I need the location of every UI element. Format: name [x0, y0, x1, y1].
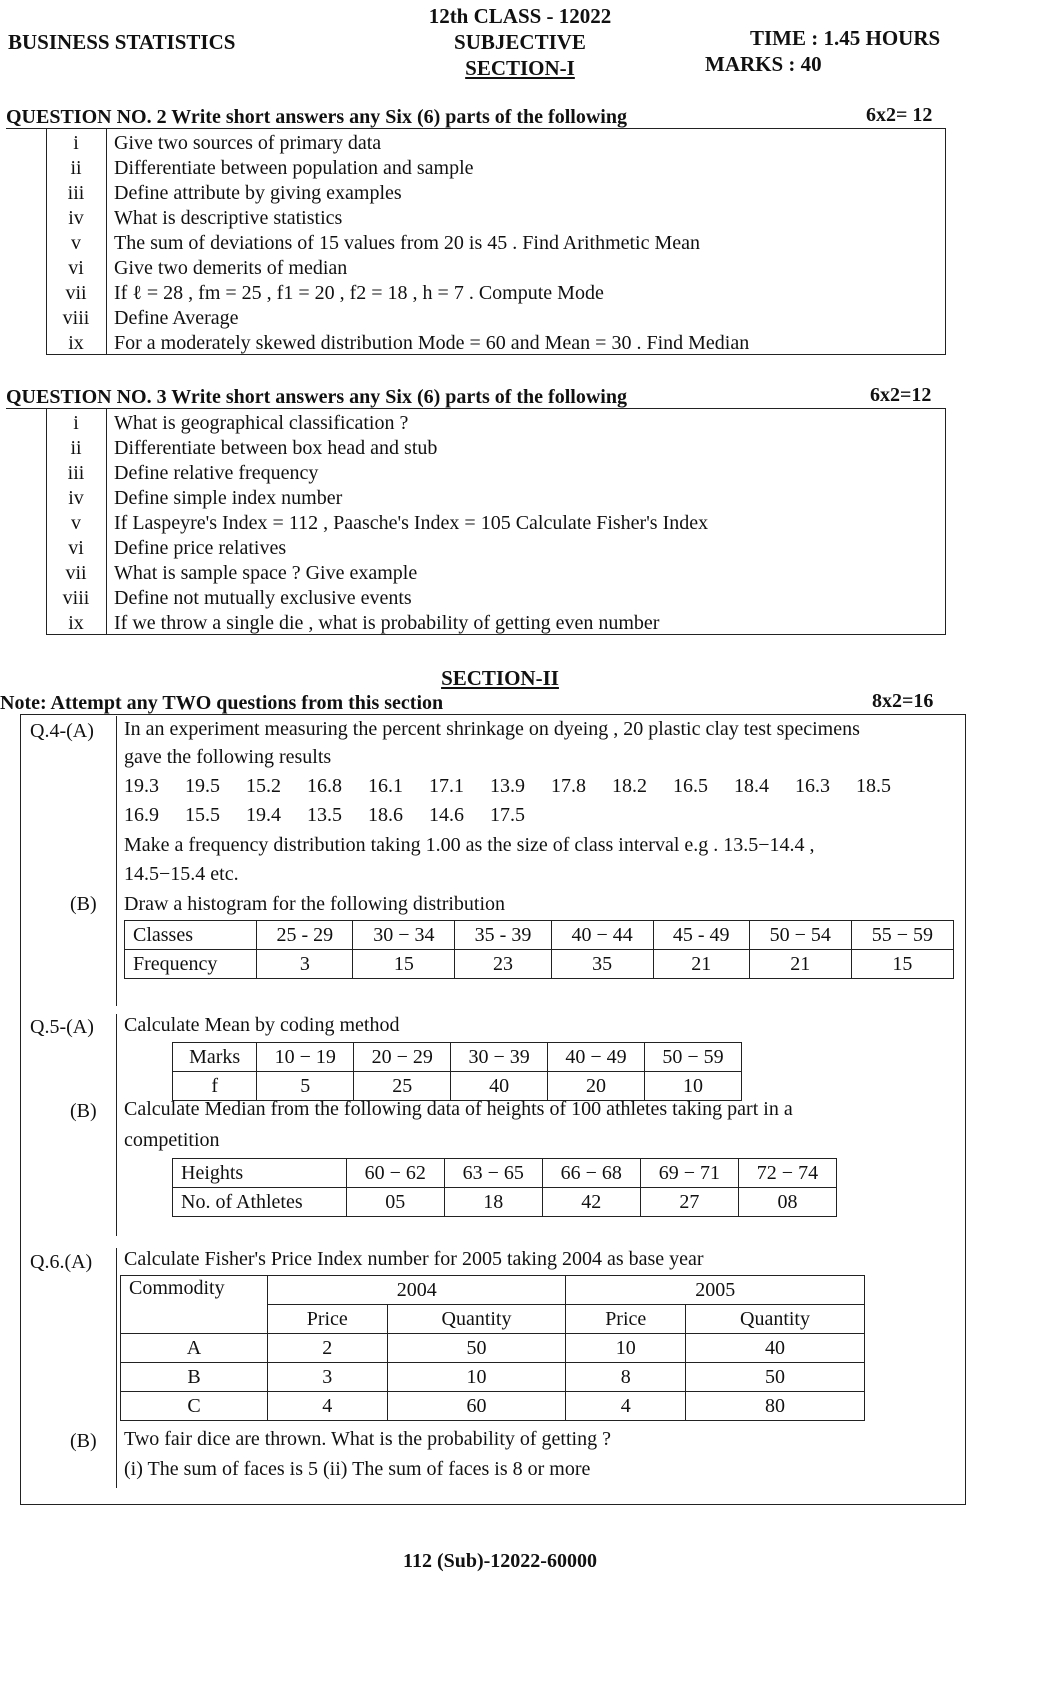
commodity-cell: 50: [686, 1363, 865, 1392]
q3-item-number: viii: [62, 587, 90, 609]
f-cell: 40: [451, 1072, 548, 1101]
q4-a-text-4: 14.5−15.4 etc.: [124, 863, 239, 885]
class-cell: 35 - 39: [455, 921, 551, 950]
class-cell: 45 - 49: [653, 921, 749, 950]
data-value: 18.6: [368, 804, 403, 826]
commodity-cell: 50: [387, 1334, 566, 1363]
q3-item-number: vii: [65, 562, 87, 584]
marks-row: [173, 1043, 742, 1072]
athletes-cell: 05: [346, 1188, 444, 1217]
f-cell: 25: [354, 1072, 451, 1101]
q2-item-number: v: [71, 232, 81, 254]
commodity-cell: 4: [566, 1392, 686, 1421]
classes-row: [125, 921, 954, 950]
q2-item-number: i: [73, 132, 79, 154]
commodity-cell: 80: [686, 1392, 865, 1421]
data-value: 13.5: [307, 804, 342, 826]
class-cell: 40 − 44: [551, 921, 653, 950]
data-value: 19.4: [246, 804, 281, 826]
commodity-cell: 4: [268, 1392, 388, 1421]
q6-b-label: (B): [70, 1430, 97, 1452]
year-header-row: [121, 1276, 865, 1305]
q5-a-text: Calculate Mean by coding method: [124, 1014, 400, 1036]
marks-cell: 10 − 19: [257, 1043, 354, 1072]
quantity-label: Quantity: [387, 1305, 566, 1334]
q6-b-text-1: Two fair dice are thrown. What is the probability of getting ?: [124, 1428, 611, 1450]
class-cell: 25 - 29: [257, 921, 353, 950]
heights-row: [173, 1159, 837, 1188]
class-line: 12th CLASS - 12022: [428, 4, 612, 28]
data-value: 16.8: [307, 775, 342, 797]
q2-item-text: What is descriptive statistics: [114, 207, 343, 229]
section-1-title: SECTION-I: [465, 56, 575, 80]
q2-item-number: vi: [68, 257, 84, 279]
q3-item-text: Define simple index number: [114, 487, 343, 509]
q3-item-number: iv: [68, 487, 84, 509]
coding-mean-table: [172, 1042, 742, 1101]
athletes-row: [173, 1188, 837, 1217]
q3-title: QUESTION NO. 3 Write short answers any Six (6) parts of the following: [6, 386, 627, 408]
q3-item-number: ii: [70, 437, 82, 459]
fisher-index-table: [120, 1275, 865, 1421]
athletes-cell: 27: [640, 1188, 738, 1217]
height-cell: 63 − 65: [444, 1159, 542, 1188]
commodity-row: [121, 1363, 865, 1392]
q6-a-text: Calculate Fisher's Price Index number for 2005 taking 2004 as base year: [124, 1248, 704, 1270]
commodity-cell: B: [121, 1363, 268, 1392]
marks-cell: 20 − 29: [354, 1043, 451, 1072]
f-cell: 10: [645, 1072, 742, 1101]
q3-item-text: Define relative frequency: [114, 462, 319, 484]
commodity-row: [121, 1334, 865, 1363]
commodity-cell: C: [121, 1392, 268, 1421]
data-value: 14.6: [429, 804, 464, 826]
height-cell: 60 − 62: [346, 1159, 444, 1188]
data-value: 19.3: [124, 775, 159, 797]
frequency-cell: 15: [353, 950, 455, 979]
f-row: [173, 1072, 742, 1101]
data-value: 19.5: [185, 775, 220, 797]
q2-item-number: iv: [68, 207, 84, 229]
q4-a-label: Q.4-(A): [30, 720, 94, 742]
q3-divider: [106, 408, 107, 634]
q2-item-text: Define Average: [114, 307, 239, 329]
frequency-header: Frequency: [125, 950, 257, 979]
year-2005-header: 2005: [566, 1276, 865, 1305]
q2-marks: 6x2= 12: [866, 104, 933, 126]
q3-marks: 6x2=12: [870, 384, 932, 406]
frequency-cell: 23: [455, 950, 551, 979]
q4-b-label: (B): [70, 893, 97, 915]
data-value: 18.5: [856, 775, 891, 797]
marks-header: Marks: [173, 1043, 257, 1072]
frequency-row: [125, 950, 954, 979]
q2-item-number: iii: [67, 182, 85, 204]
data-value: 17.8: [551, 775, 586, 797]
q4-data-row-2: [124, 804, 551, 827]
marks-cell: 30 − 39: [451, 1043, 548, 1072]
commodity-cell: 3: [268, 1363, 388, 1392]
histogram-table: [124, 920, 954, 979]
q2-item-text: Define attribute by giving examples: [114, 182, 402, 204]
q3-item-number: iii: [67, 462, 85, 484]
commodity-cell: 8: [566, 1363, 686, 1392]
class-cell: 50 − 54: [749, 921, 851, 950]
q2-item-number: ii: [70, 157, 82, 179]
price-label: Price: [268, 1305, 388, 1334]
q4-data-row-1: [124, 775, 917, 798]
q5-b-text-2: competition: [124, 1129, 220, 1151]
q2-item-text: The sum of deviations of 15 values from 20 is 45 . Find Arithmetic Mean: [114, 232, 701, 254]
q2-item-number: ix: [68, 332, 84, 354]
q5-b-text-1: Calculate Median from the following data of heights of 100 athletes taking part in a: [124, 1098, 793, 1120]
athletes-cell: 08: [738, 1188, 836, 1217]
commodity-row: [121, 1392, 865, 1421]
frequency-cell: 3: [257, 950, 353, 979]
height-cell: 66 − 68: [542, 1159, 640, 1188]
q3-item-number: i: [73, 412, 79, 434]
class-cell: 55 − 59: [851, 921, 953, 950]
section-2-title: SECTION-II: [441, 666, 559, 690]
frequency-cell: 21: [653, 950, 749, 979]
q3-item-number: vi: [68, 537, 84, 559]
subject-title: BUSINESS STATISTICS: [8, 30, 236, 54]
athletes-cell: 42: [542, 1188, 640, 1217]
data-value: 18.2: [612, 775, 647, 797]
commodity-header: Commodity: [121, 1276, 268, 1334]
class-cell: 30 − 34: [353, 921, 455, 950]
q3-item-number: v: [71, 512, 81, 534]
data-value: 15.5: [185, 804, 220, 826]
q4-a-text-3: Make a frequency distribution taking 1.00 as the size of class interval e.g . 13.5−14.4 ,: [124, 834, 815, 856]
data-value: 16.5: [673, 775, 708, 797]
time-label: TIME : 1.45 HOURS: [750, 26, 941, 50]
q4-a-text-1: In an experiment measuring the percent shrinkage on dyeing , 20 plastic clay test specimens: [124, 718, 860, 740]
price-label: Price: [566, 1305, 686, 1334]
q6-divider: [116, 1248, 117, 1488]
height-cell: 72 − 74: [738, 1159, 836, 1188]
q2-item-text: If ℓ = 28 , fm = 25 , f1 = 20 , f2 = 18 , h = 7 . Compute Mode: [114, 282, 604, 304]
paper-type: SUBJECTIVE: [454, 30, 586, 54]
classes-header: Classes: [125, 921, 257, 950]
q2-item-number: viii: [62, 307, 90, 329]
athletes-header: No. of Athletes: [173, 1188, 347, 1217]
heights-table: [172, 1158, 837, 1217]
q2-item-text: For a moderately skewed distribution Mode = 60 and Mean = 30 . Find Median: [114, 332, 750, 354]
commodity-cell: 2: [268, 1334, 388, 1363]
f-cell: 5: [257, 1072, 354, 1101]
f-cell: 20: [548, 1072, 645, 1101]
marks-label: MARKS : 40: [705, 52, 822, 76]
q2-title: QUESTION NO. 2 Write short answers any Six (6) parts of the following: [6, 106, 627, 128]
heights-header: Heights: [173, 1159, 347, 1188]
data-value: 17.5: [490, 804, 525, 826]
data-value: 16.9: [124, 804, 159, 826]
q3-item-text: If Laspeyre's Index = 112 , Paasche's Index = 105 Calculate Fisher's Index: [114, 512, 709, 534]
q4-divider: [116, 716, 117, 1006]
data-value: 13.9: [490, 775, 525, 797]
q4-a-text-2: gave the following results: [124, 746, 332, 768]
section-2-note: Note: Attempt any TWO questions from this section: [0, 692, 444, 714]
height-cell: 69 − 71: [640, 1159, 738, 1188]
commodity-cell: A: [121, 1334, 268, 1363]
q3-item-text: What is sample space ? Give example: [114, 562, 418, 584]
q3-item-text: Define price relatives: [114, 537, 287, 559]
commodity-cell: 60: [387, 1392, 566, 1421]
q3-item-text: If we throw a single die , what is probability of getting even number: [114, 612, 660, 634]
section-2-marks: 8x2=16: [872, 690, 934, 712]
frequency-cell: 35: [551, 950, 653, 979]
frequency-cell: 21: [749, 950, 851, 979]
year-2004-header: 2004: [268, 1276, 566, 1305]
athletes-cell: 18: [444, 1188, 542, 1217]
footer-code: 112 (Sub)-12022-60000: [403, 1550, 597, 1572]
q3-item-text: Differentiate between box head and stub: [114, 437, 438, 459]
marks-cell: 40 − 49: [548, 1043, 645, 1072]
data-value: 15.2: [246, 775, 281, 797]
frequency-cell: 15: [851, 950, 953, 979]
q2-item-text: Differentiate between population and sample: [114, 157, 474, 179]
commodity-cell: 10: [566, 1334, 686, 1363]
q4-b-text: Draw a histogram for the following distribution: [124, 893, 506, 915]
data-value: 18.4: [734, 775, 769, 797]
q3-item-number: ix: [68, 612, 84, 634]
q2-item-number: vii: [65, 282, 87, 304]
commodity-cell: 40: [686, 1334, 865, 1363]
q3-item-text: Define not mutually exclusive events: [114, 587, 412, 609]
quantity-label: Quantity: [686, 1305, 865, 1334]
q6-b-text-2: (i) The sum of faces is 5 (ii) The sum of faces is 8 or more: [124, 1458, 591, 1480]
q5-divider: [116, 1014, 117, 1236]
q5-b-label: (B): [70, 1100, 97, 1122]
marks-cell: 50 − 59: [645, 1043, 742, 1072]
q6-a-label: Q.6.(A): [30, 1251, 93, 1273]
data-value: 16.3: [795, 775, 830, 797]
q2-item-text: Give two demerits of median: [114, 257, 348, 279]
commodity-cell: 10: [387, 1363, 566, 1392]
data-value: 16.1: [368, 775, 403, 797]
q2-divider: [106, 128, 107, 354]
q2-item-text: Give two sources of primary data: [114, 132, 382, 154]
q3-item-text: What is geographical classification ?: [114, 412, 409, 434]
data-value: 17.1: [429, 775, 464, 797]
q5-a-label: Q.5-(A): [30, 1016, 94, 1038]
f-header: f: [173, 1072, 257, 1101]
